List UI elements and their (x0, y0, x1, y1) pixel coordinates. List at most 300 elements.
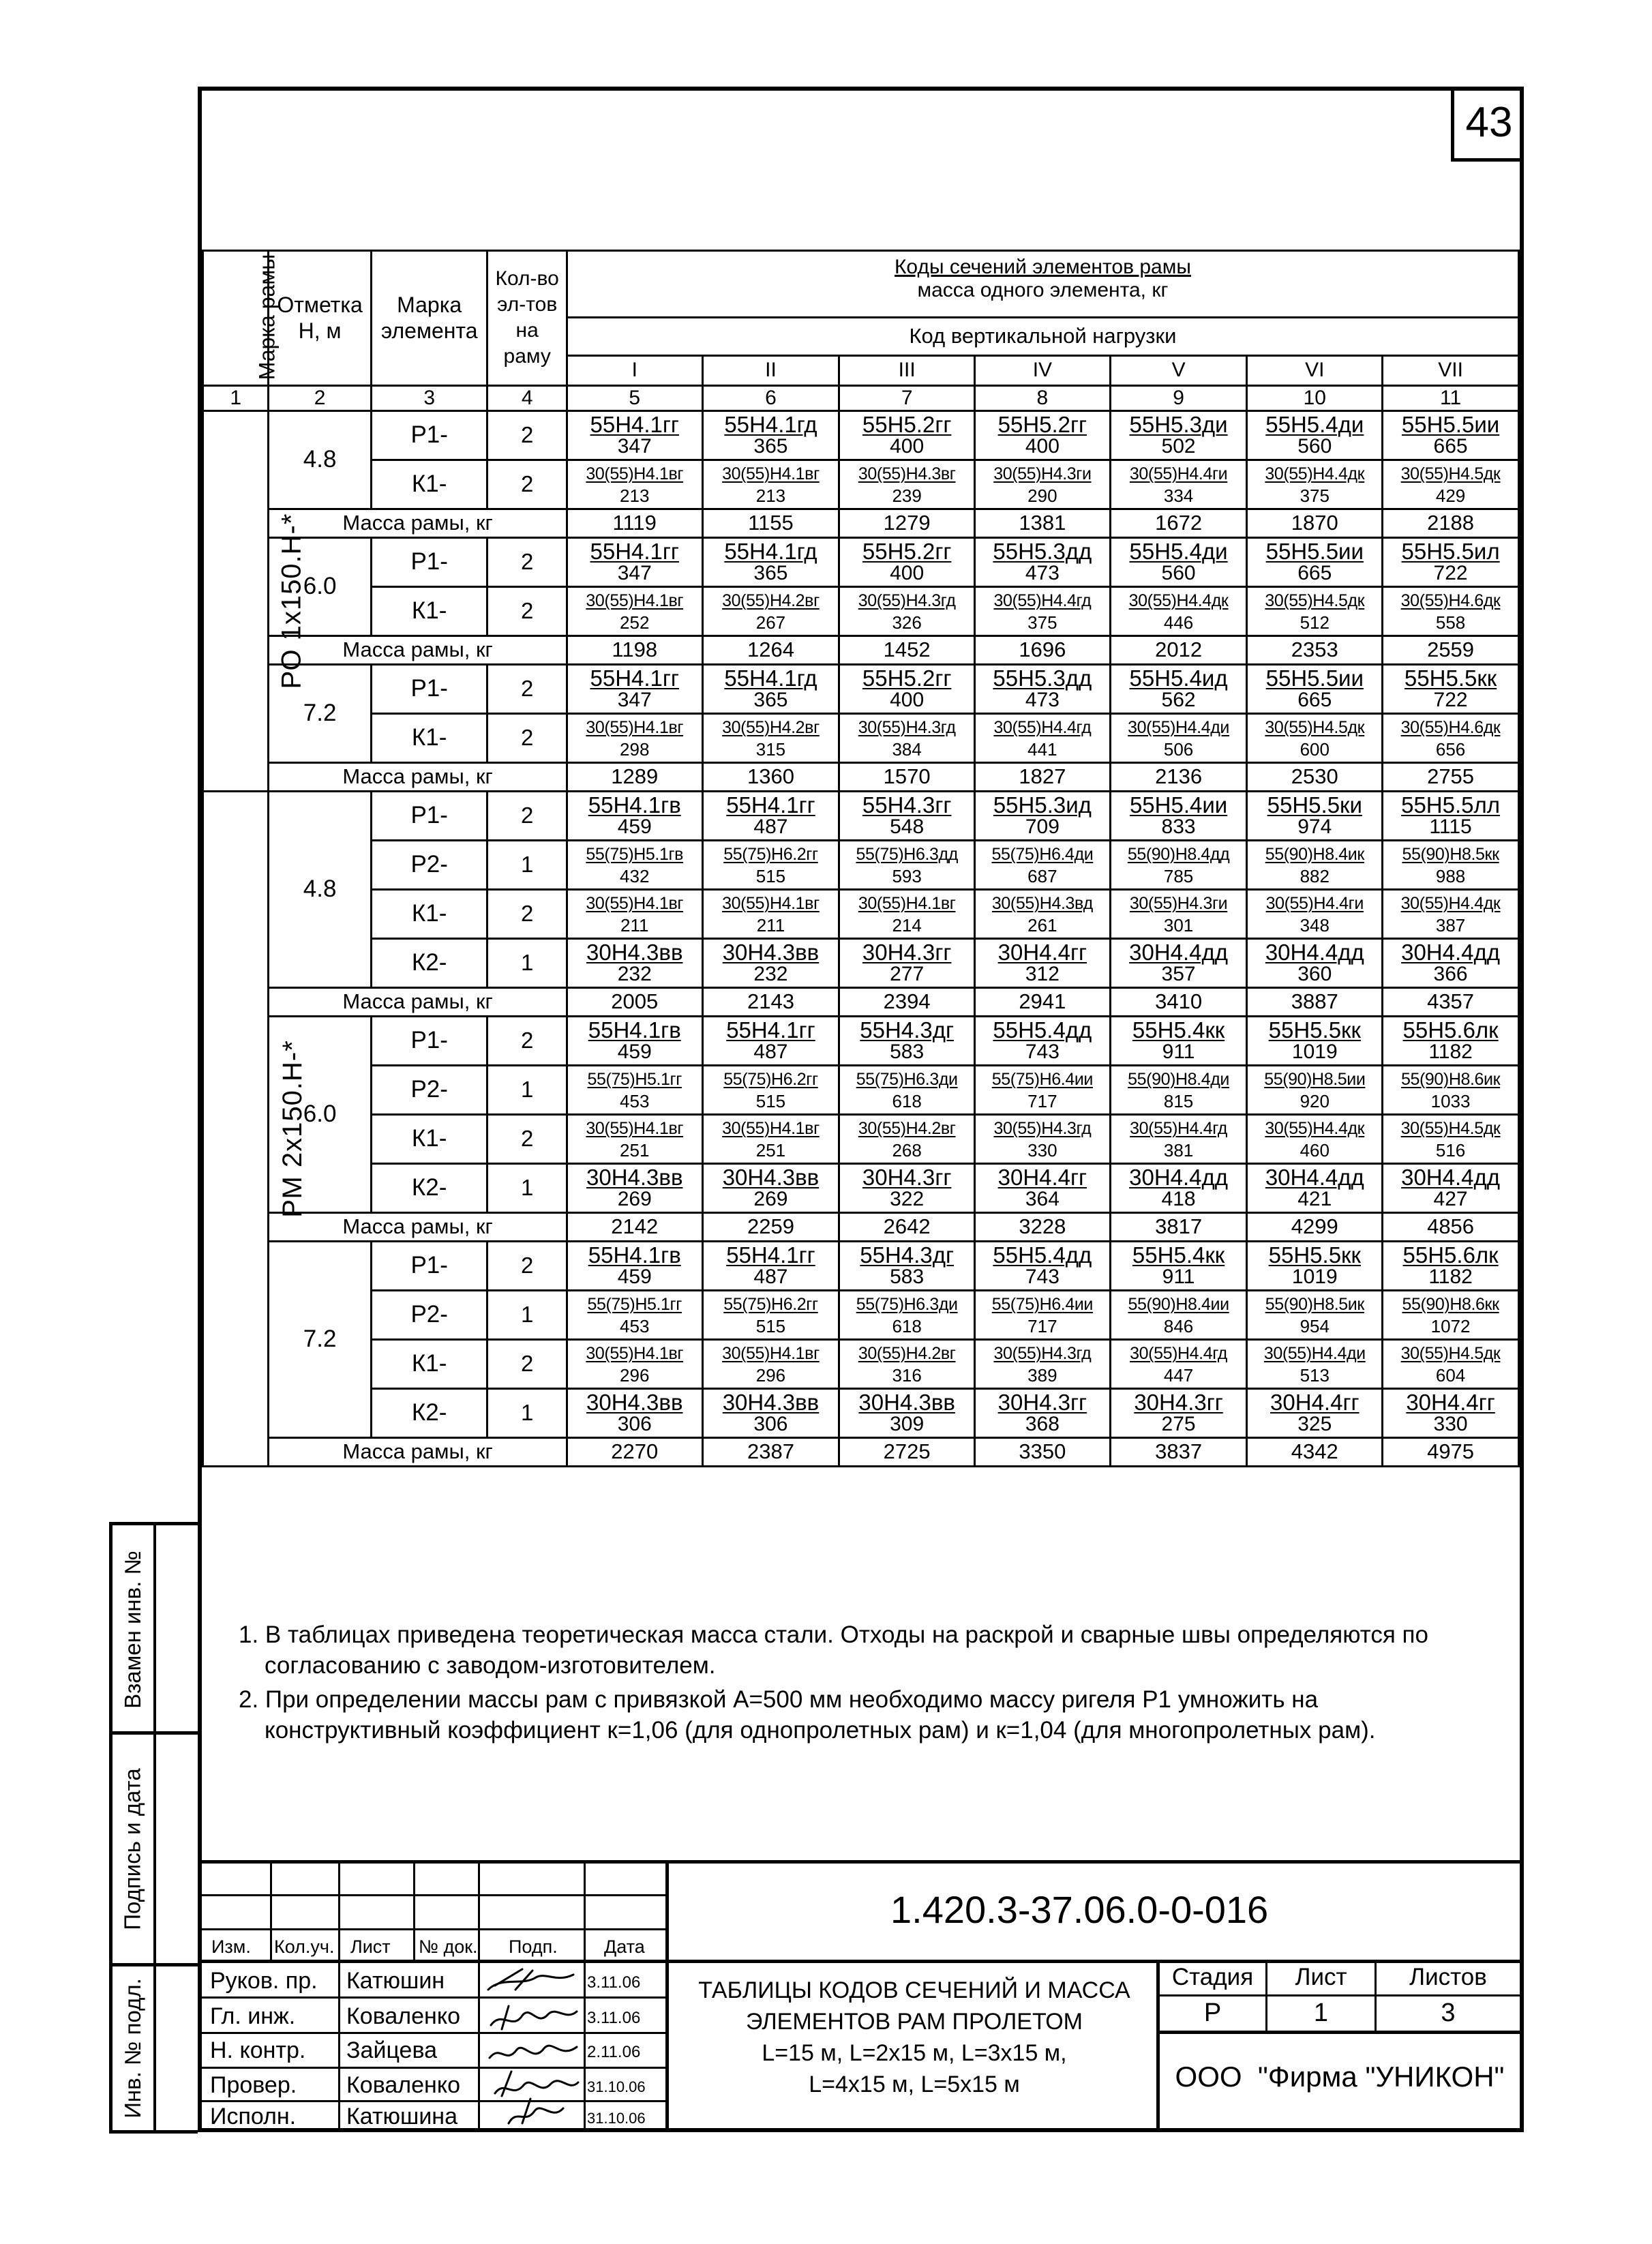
section-cell (839, 1065, 975, 1114)
table-row (203, 460, 1519, 509)
frame-mass-value: 2530 (1247, 762, 1383, 791)
section-code: 55Н5.2гг (862, 539, 952, 564)
header-level: Отметка Н, м (269, 251, 372, 386)
section-code: 55(90)Н8.4ик (1265, 845, 1364, 864)
rev-header-date: Дата (604, 1936, 645, 1957)
section-cell (1247, 1290, 1383, 1339)
element-mass: 656 (1435, 739, 1466, 760)
section-code: 55(90)Н8.5ик (1265, 1295, 1364, 1314)
section-code: 30Н4.3гг (862, 1165, 952, 1190)
stage-label: Стадия (1171, 1964, 1254, 1990)
section-cell (702, 938, 839, 987)
section-cell (567, 1114, 702, 1163)
date-3: 2.11.06 (587, 2043, 641, 2061)
section-cell (975, 1016, 1111, 1065)
section-code: 55(90)Н8.4ии (1128, 1295, 1229, 1314)
section-cell (702, 889, 839, 938)
section-code: 30(55)Н4.4дк (1265, 1119, 1365, 1138)
section-code: 30(55)Н4.3вд (991, 894, 1093, 913)
sheet-value: 1 (1313, 1999, 1329, 2027)
element-mass: 375 (1027, 612, 1057, 633)
section-cell (975, 1241, 1111, 1290)
section-code: 55(75)Н6.4ди (991, 845, 1094, 864)
section-cell (975, 1290, 1111, 1339)
rev-header-sign: Подп. (509, 1936, 558, 1957)
section-cell (1383, 586, 1519, 635)
table-row (203, 840, 1519, 889)
section-cell (1247, 938, 1383, 987)
element-mass: 368 (1025, 1413, 1060, 1435)
element-mass: 785 (1163, 866, 1194, 886)
section-code: 30(55)Н4.5дк (1265, 591, 1365, 610)
section-cell (567, 537, 702, 586)
element-mass: 384 (892, 739, 922, 760)
element-mark: Р2- (371, 1290, 487, 1339)
element-mass: 290 (1027, 485, 1057, 506)
section-code: 30(55)Н4.2вг (722, 591, 820, 610)
date-1: 3.11.06 (587, 1973, 641, 1992)
section-cell (839, 1114, 975, 1163)
frame-mass-value: 2394 (839, 987, 975, 1016)
section-cell (702, 410, 839, 460)
element-count: 2 (487, 1339, 567, 1388)
section-cell (567, 1163, 702, 1212)
element-mass: 330 (1027, 1140, 1057, 1161)
section-code: 30Н4.4дд (1265, 1165, 1364, 1190)
element-mass: 400 (890, 562, 925, 584)
element-mass: 301 (1163, 915, 1194, 936)
frame-mass-value: 3837 (1110, 1437, 1247, 1466)
section-code: 30(55)Н4.3гд (993, 1344, 1092, 1363)
element-mass: 560 (1297, 435, 1332, 458)
element-mass: 325 (1297, 1413, 1332, 1435)
section-cell (1383, 1339, 1519, 1388)
element-count: 2 (487, 1241, 567, 1290)
section-code: 55(75)Н6.2гг (723, 1295, 818, 1314)
section-code: 55Н5.5кк (1268, 1017, 1361, 1043)
section-cell (975, 1163, 1111, 1212)
section-cell (1247, 537, 1383, 586)
section-code: 30Н4.3гг (862, 940, 952, 965)
element-mass: 487 (753, 1266, 788, 1288)
rev-header-koluch: Кол.уч. (274, 1936, 335, 1957)
section-cell (1247, 713, 1383, 762)
section-code: 55Н5.5ки (1267, 792, 1362, 818)
element-mark: К2- (371, 938, 487, 987)
section-cell (1110, 1065, 1247, 1114)
frame-mass-label: Масса рамы, кг (269, 762, 567, 791)
section-cell (567, 938, 702, 987)
role-2: Гл. инж. (210, 2003, 296, 2029)
element-mass: 1019 (1291, 1266, 1338, 1288)
section-cell (1383, 713, 1519, 762)
section-code: 55(90)Н8.5кк (1402, 845, 1499, 864)
section-code: 55(75)Н5.1гв (586, 845, 684, 864)
element-mass: 267 (755, 612, 786, 633)
section-code: 30(55)Н4.4ги (1265, 894, 1364, 913)
element-mass: 562 (1161, 689, 1196, 711)
section-code: 55Н5.5лл (1401, 792, 1501, 818)
table-row (203, 586, 1519, 635)
element-mass: 347 (617, 689, 652, 711)
section-code: 55Н5.3ди (1129, 412, 1228, 437)
element-count: 2 (487, 460, 567, 509)
element-mass: 583 (890, 1041, 925, 1063)
element-mass: 988 (1435, 866, 1466, 886)
section-cell (567, 460, 702, 509)
element-mass: 459 (617, 1266, 652, 1288)
table-row (203, 664, 1519, 713)
element-mass: 347 (617, 435, 652, 458)
section-cell (1247, 410, 1383, 460)
section-code: 55(75)Н6.4ии (991, 1070, 1093, 1089)
element-mark: Р2- (371, 1065, 487, 1114)
element-mass: 717 (1027, 1316, 1057, 1336)
frame-mass-value: 1264 (702, 635, 839, 664)
element-mark: К1- (371, 713, 487, 762)
section-cell (1383, 840, 1519, 889)
section-cell (975, 410, 1111, 460)
frame-mass-value: 2725 (839, 1437, 975, 1466)
element-mass: 322 (890, 1188, 925, 1210)
element-mass: 326 (892, 612, 922, 633)
table-row (203, 1163, 1519, 1212)
element-mass: 502 (1161, 435, 1196, 458)
section-cell (702, 1241, 839, 1290)
section-cell (839, 1163, 975, 1212)
section-cell (702, 1163, 839, 1212)
section-cell (1110, 840, 1247, 889)
section-code: 55Н4.1гв (588, 792, 681, 818)
section-code: 30(55)Н4.6дк (1400, 591, 1501, 610)
title-block (202, 1860, 1520, 2128)
table-row (203, 1016, 1519, 1065)
element-mark: Р1- (371, 537, 487, 586)
element-mass: 348 (1300, 915, 1330, 936)
element-mass: 364 (1025, 1188, 1060, 1210)
section-code: 30(55)Н4.1вг (722, 894, 820, 913)
element-mass: 687 (1027, 866, 1057, 886)
element-mass: 330 (1433, 1413, 1468, 1435)
element-count: 2 (487, 537, 567, 586)
section-code: 55(75)Н6.2гг (723, 845, 818, 864)
element-mark: Р1- (371, 1241, 487, 1290)
section-code: 30Н4.3вв (722, 1390, 820, 1415)
load-code-2: II (702, 355, 839, 385)
section-cell (1383, 889, 1519, 938)
frame-mass-value: 2142 (567, 1212, 702, 1241)
section-code: 55Н5.5ии (1401, 412, 1500, 437)
element-mass: 1182 (1428, 1266, 1473, 1288)
frame-mass-value: 4975 (1383, 1437, 1519, 1466)
header-codes: Коды сечений элементов рамы масса одного элемента, кг (567, 251, 1518, 303)
section-cell (702, 586, 839, 635)
section-code: 55Н5.4ии (1129, 792, 1228, 818)
section-cell (1247, 791, 1383, 840)
name-2: Коваленко (346, 2003, 460, 2029)
section-code: 30(55)Н4.3ги (1129, 894, 1228, 913)
section-code: 55Н5.6лк (1402, 1242, 1499, 1268)
rev-header-izm: Изм. (211, 1936, 251, 1957)
element-count: 1 (487, 938, 567, 987)
section-code: 55(75)Н6.3дд (856, 845, 958, 864)
element-mass: 618 (892, 1316, 922, 1336)
table-row (203, 410, 1519, 460)
element-mass: 833 (1161, 816, 1196, 838)
element-mass: 1072 (1430, 1316, 1471, 1336)
section-cell (975, 1388, 1111, 1437)
section-cell (567, 1290, 702, 1339)
col-number-11: 11 (1383, 385, 1519, 410)
frame-mass-value: 1279 (839, 509, 975, 537)
element-mass: 954 (1300, 1316, 1330, 1336)
header-count: Кол-во эл-тов на раму (487, 251, 567, 386)
element-mass: 473 (1025, 689, 1060, 711)
section-cell (975, 713, 1111, 762)
element-mark: К1- (371, 460, 487, 509)
section-code: 30Н4.4дд (1401, 1165, 1501, 1190)
section-cell (975, 938, 1111, 987)
element-mass: 269 (753, 1188, 788, 1210)
margin-strip (109, 1522, 198, 2134)
section-code: 30(55)Н4.1вг (586, 591, 684, 610)
element-mass: 441 (1027, 739, 1057, 760)
section-cell (839, 791, 975, 840)
element-mass: 389 (1027, 1365, 1057, 1386)
section-cell (1247, 1339, 1383, 1388)
frame-mass-value: 3817 (1110, 1212, 1247, 1241)
section-cell (702, 537, 839, 586)
frame-codes-table (202, 250, 1520, 1467)
frame-mass-row (203, 1212, 1519, 1241)
element-mark: Р1- (371, 791, 487, 840)
table-row (203, 1114, 1519, 1163)
section-cell (1383, 1065, 1519, 1114)
role-4: Провер. (210, 2072, 297, 2098)
frame-mass-value: 2755 (1383, 762, 1519, 791)
section-cell (975, 537, 1111, 586)
section-code: 30(55)Н4.4гд (1130, 1344, 1227, 1363)
section-cell (839, 1241, 975, 1290)
section-cell (975, 1065, 1111, 1114)
section-cell (1247, 460, 1383, 509)
rev-header-doc: № док. (419, 1936, 478, 1957)
date-5: 31.10.06 (587, 2110, 646, 2127)
section-cell (1247, 840, 1383, 889)
note-1: 1. В таблицах приведена теоретическая масса стали. Отходы на раскрой и сварные швы определяются по согласованию с заводом-изготовителем. (239, 1621, 1428, 1679)
section-code: 55Н5.4кк (1132, 1017, 1225, 1043)
section-cell (702, 1016, 839, 1065)
role-1: Руков. пр. (210, 1968, 318, 1994)
section-cell (567, 713, 702, 762)
section-code: 30(55)Н4.4гд (993, 591, 1092, 610)
element-mass: 357 (1161, 963, 1196, 985)
section-cell (567, 586, 702, 635)
replace-inv-label: Взамен инв. № (120, 1550, 146, 1709)
section-cell (1110, 460, 1247, 509)
date-2: 3.11.06 (587, 2009, 641, 2027)
section-cell (567, 840, 702, 889)
role-3: Н. контр. (210, 2037, 306, 2063)
section-code: 55Н4.1гв (588, 1242, 681, 1268)
frame-mass-value: 2270 (567, 1437, 702, 1466)
section-code: 55Н4.1гг (590, 539, 679, 564)
section-code: 55(75)Н5.1гг (587, 1070, 682, 1089)
element-mass: 306 (617, 1413, 652, 1435)
section-cell (1110, 1163, 1247, 1212)
signatures (481, 1962, 582, 2126)
section-code: 55Н5.5кк (1268, 1242, 1361, 1268)
section-cell (1247, 1114, 1383, 1163)
section-code: 30(55)Н4.1вг (586, 718, 684, 737)
frame-mass-value: 2941 (975, 987, 1111, 1016)
element-mark: Р2- (371, 840, 487, 889)
element-count: 1 (487, 1065, 567, 1114)
section-code: 30Н4.4гг (1270, 1390, 1360, 1415)
element-mass: 974 (1297, 816, 1332, 838)
section-code: 55Н5.4ид (1129, 665, 1228, 691)
section-code: 55Н4.3дг (860, 1242, 955, 1268)
section-code: 55(75)Н6.3ди (856, 1295, 958, 1314)
section-code: 30(55)Н4.5дк (1400, 1119, 1501, 1138)
section-code: 30(55)Н4.3ги (993, 464, 1092, 483)
element-mark: К2- (371, 1163, 487, 1212)
section-cell (975, 1114, 1111, 1163)
section-code: 55Н5.2гг (997, 412, 1087, 437)
section-cell (1110, 537, 1247, 586)
element-count: 2 (487, 1016, 567, 1065)
section-code: 30(55)Н4.1вг (586, 1119, 684, 1138)
date-4: 31.10.06 (587, 2078, 646, 2095)
frame-mass-value: 4299 (1247, 1212, 1383, 1241)
frame-mass-label: Масса рамы, кг (269, 987, 567, 1016)
section-cell (567, 1339, 702, 1388)
element-mass: 365 (753, 689, 788, 711)
section-cell (1110, 664, 1247, 713)
section-cell (1247, 664, 1383, 713)
element-mass: 560 (1161, 562, 1196, 584)
element-mass: 251 (755, 1140, 786, 1161)
section-cell (1247, 1241, 1383, 1290)
section-code: 30(55)Н4.4ди (1263, 1344, 1366, 1363)
element-mass: 460 (1300, 1140, 1330, 1161)
element-mass: 487 (753, 1041, 788, 1063)
section-code: 30(55)Н4.1вг (858, 894, 956, 913)
element-mass: 618 (892, 1091, 922, 1111)
section-cell (1383, 537, 1519, 586)
section-code: 55(75)Н6.3ди (856, 1070, 958, 1089)
frame-mass-value: 2387 (702, 1437, 839, 1466)
stage-value: Р (1203, 1999, 1222, 2027)
frame-mass-value: 1198 (567, 635, 702, 664)
frame-mass-value: 1289 (567, 762, 702, 791)
element-count: 2 (487, 586, 567, 635)
section-code: 55Н4.1гг (726, 792, 815, 818)
element-count: 2 (487, 1114, 567, 1163)
section-cell (1110, 410, 1247, 460)
load-code-6: VI (1247, 355, 1383, 385)
section-code: 30Н4.4гг (1406, 1390, 1495, 1415)
section-cell (1110, 938, 1247, 987)
sheet-title: ТАБЛИЦЫ КОДОВ СЕЧЕНИЙ И МАССА ЭЛЕМЕНТОВ РАМ ПРОЛЕТОМ L=15 м, L=2х15 м, L=3х15 м, L=4х15 м, L=5х15 м (698, 1977, 1130, 2097)
sheets-value: 3 (1441, 1999, 1456, 2027)
section-code: 55Н5.6лк (1402, 1017, 1499, 1043)
table-row (203, 1241, 1519, 1290)
section-code: 55Н5.5кк (1404, 665, 1497, 691)
sheet-label: Лист (1295, 1964, 1347, 1990)
note-2: 2. При определении массы рам с привязкой А=500 мм необходимо массу ригеля Р1 умножить на конструктивный коэффициент к=1,06 (для однопролетных рам) и к=1,04 (для многопролетных рам). (239, 1686, 1376, 1744)
element-mass: 453 (620, 1091, 650, 1111)
section-cell (567, 1388, 702, 1437)
load-code-4: IV (975, 355, 1111, 385)
name-3: Зайцева (346, 2037, 438, 2063)
section-code: 30(55)Н4.1вг (722, 1119, 820, 1138)
section-cell (839, 1016, 975, 1065)
element-mass: 709 (1025, 816, 1060, 838)
section-cell (975, 889, 1111, 938)
element-mass: 387 (1435, 915, 1466, 936)
section-code: 30(55)Н4.1вг (722, 464, 820, 483)
element-mass: 381 (1163, 1140, 1194, 1161)
element-mass: 400 (890, 689, 925, 711)
frame-mass-value: 2143 (702, 987, 839, 1016)
section-cell (1247, 1016, 1383, 1065)
frame-mass-label: Масса рамы, кг (269, 1212, 567, 1241)
table-row (203, 938, 1519, 987)
section-code: 30Н4.4дд (1129, 940, 1229, 965)
section-cell (1110, 1339, 1247, 1388)
frame-mass-value: 1360 (702, 762, 839, 791)
element-mark: Р1- (371, 664, 487, 713)
frame-mass-value: 1119 (567, 509, 702, 537)
level-value: 7.2 (269, 664, 372, 762)
level-value: 6.0 (269, 537, 372, 635)
section-code: 30Н4.4дд (1265, 940, 1364, 965)
section-code: 30Н4.4дд (1129, 1165, 1229, 1190)
section-code: 55Н4.3гг (862, 792, 952, 818)
section-code: 30(55)Н4.4ги (1129, 464, 1228, 483)
section-code: 30(55)Н4.3гд (858, 591, 956, 610)
col-number-8: 8 (975, 385, 1111, 410)
element-mass: 515 (755, 866, 786, 886)
section-cell (567, 889, 702, 938)
element-mass: 214 (892, 915, 922, 936)
section-cell (839, 938, 975, 987)
element-mass: 453 (620, 1316, 650, 1336)
element-mass: 911 (1162, 1041, 1195, 1063)
section-code: 30(55)Н4.4гд (1130, 1119, 1227, 1138)
section-code: 55(75)Н6.4ии (991, 1295, 1093, 1314)
section-code: 30Н4.3вв (586, 940, 683, 965)
sign-date-label: Подпись и дата (120, 1767, 146, 1930)
element-mass: 239 (892, 485, 922, 506)
element-mass: 1033 (1430, 1091, 1471, 1111)
element-mass: 418 (1161, 1188, 1196, 1210)
level-value: 6.0 (269, 1016, 372, 1212)
frame-mass-row (203, 635, 1519, 664)
element-mass: 722 (1433, 689, 1468, 711)
section-cell (1383, 1241, 1519, 1290)
element-count: 1 (487, 1388, 567, 1437)
frame-mass-value: 1155 (702, 509, 839, 537)
section-code: 55(90)Н8.4дд (1127, 845, 1230, 864)
section-code: 30(55)Н4.1вг (586, 464, 684, 483)
frame-mass-value: 1452 (839, 635, 975, 664)
section-cell (1383, 1290, 1519, 1339)
section-cell (567, 791, 702, 840)
col-number-6: 6 (702, 385, 839, 410)
section-code: 55Н4.1гг (726, 1242, 815, 1268)
